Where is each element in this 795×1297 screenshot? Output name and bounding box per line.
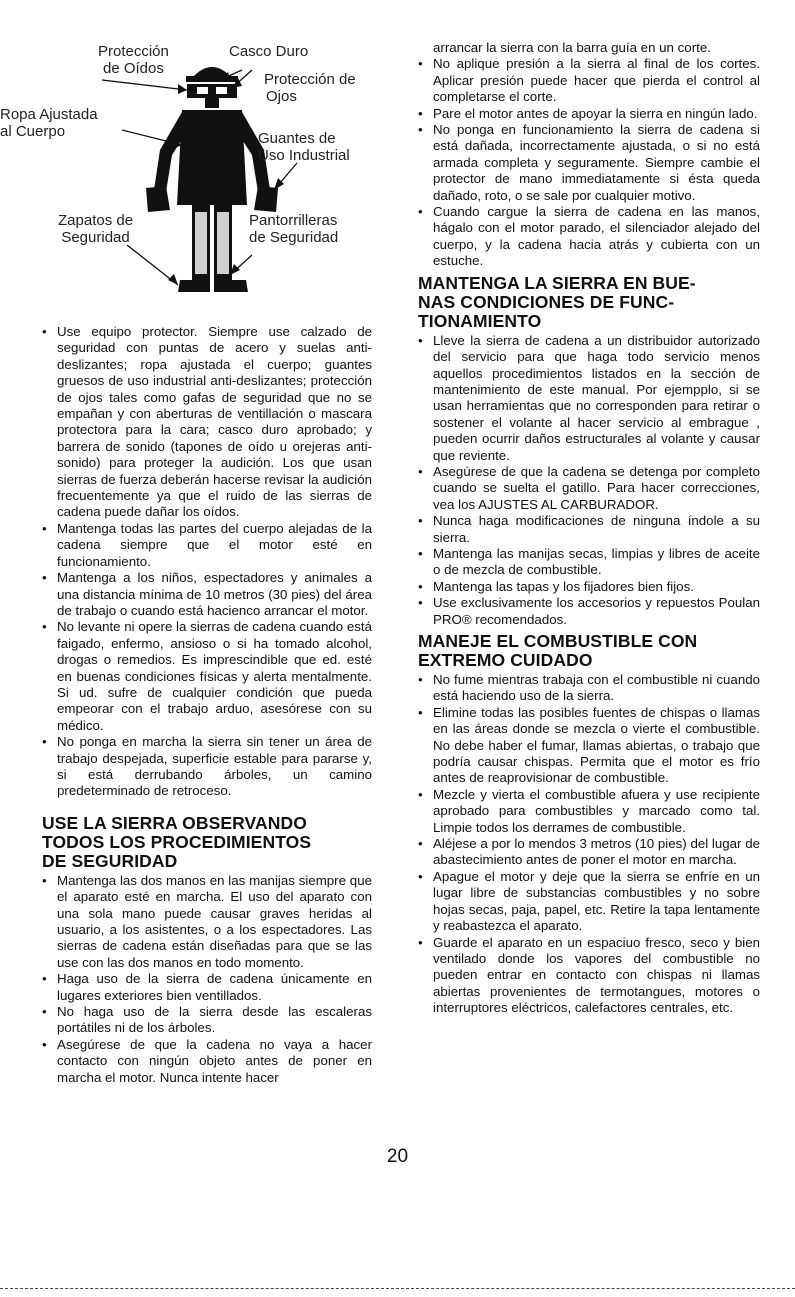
label-line: Guantes de	[258, 130, 336, 147]
list-item: • Apague el motor y deje que la sierra se enfríe en un lugar libre de substancias combustibles y no sobre hojas secas, paja, papel, etc. Retire la tapa lentamente y reabastezca el aparato.	[418, 869, 760, 935]
list-item: • No aplique presión a la sierra al final de los cortes. Aplicar presión puede hacer que pierda el control al completarse el corte.	[418, 56, 760, 105]
label-safety-shoes	[58, 212, 133, 246]
list-item: • Mantenga las manijas secas, limpias y libres de aceite o de mezcla de combustible.	[418, 546, 760, 579]
label-line: Ropa Ajustada	[0, 106, 98, 123]
list-item: • Elimine todas las posibles fuentes de chispas o llamas en las áreas donde se mezcla o vierte el combustible. No debe haber el fumar, llamas abiertas, o trabajo que podría causar chispas. Permita que el motor es frío antes de reaprovisionar de combustible.	[418, 705, 760, 787]
label-line: Protección de	[264, 71, 356, 88]
heading-line: MANEJE EL COMBUSTIBLE CON	[418, 631, 698, 651]
list-item: • Mantenga todas las partes del cuerpo alejadas de la cadena siempre que el motor esté en funcionamiento.	[42, 521, 372, 570]
heading-line: DE SEGURIDAD	[42, 850, 178, 871]
list-item: • No fume mientras trabaja con el combustible ni cuando está haciendo uso de la sierra.	[418, 672, 760, 705]
heading-line: TODOS LOS PROCEDIMIENTOS	[42, 831, 312, 852]
list-item: • Nunca haga modificaciones de ninguna índole a su sierra.	[418, 513, 760, 546]
list-item: • No ponga en funcionamiento la sierra de cadena si está dañada, incorrectamente ajustada, o si no está armada completa y seguramente. Siempre cambie el protector de mano immediatamente si ésta queda dañado, roto, o se sale por cualquier motivo.	[418, 122, 760, 204]
section-heading-safe-use	[42, 814, 372, 871]
list-item: • No haga uso de la sierra desde las escaleras portátiles ni de los árboles.	[42, 1004, 372, 1037]
list-item: • Asegúrese de que la cadena no vaya a hacer contacto con ningún objeto antes de poner en marcha el motor. Nunca intente hacer	[42, 1037, 372, 1086]
list-item: • Guarde el aparato en un espaciuo fresco, seco y bien ventilado donde los vapores del combustible no pueden entrar en contacto con chispas ni llamas abiertas provenientes de termotangues, motores o interruptores eléctricos, calefactores centrales, etc.	[418, 935, 760, 1017]
list-item: • Use exclusivamente los accesorios y repuestos Poulan PRO® recomendados.	[418, 595, 760, 628]
list-item: • Asegúrese de que la cadena se detenga por completo cuando se suelta el gatillo. Para hacer correcciones, vea los AJUSTES AL CARBURADOR.	[418, 464, 760, 513]
label-line: Seguridad	[61, 229, 130, 246]
list-item: • Lleve la sierra de cadena a un distribuidor autorizado del servicio para que haga todo servicio menos aquellos procedimientos listados en la sección de mantenimiento de este manual. Por ejempplo, si se usan herramientas que no corresponden para retirar o sostener el volante al hacer servicio al embrague , pueden ocurrir daños estructurales al volante y causar que reviente.	[418, 333, 760, 464]
section-heading-maintain	[418, 274, 760, 331]
operation-list	[418, 56, 760, 269]
heading-line: EXTREMO CUIDADO	[418, 650, 593, 670]
page-number: 20	[386, 1146, 409, 1167]
section-heading-fuel	[418, 632, 760, 670]
label-line: al Cuerpo	[0, 123, 66, 140]
footer-divider	[0, 1288, 795, 1289]
protective-equipment-list	[42, 324, 372, 800]
list-item: • Mantenga a los niños, espectadores y animales a una distancia mínima de 10 metros (30 pies) del área de trabajo o cuando está hacienco arrancar el motor.	[42, 570, 372, 619]
label-heavy-duty-gloves	[258, 130, 350, 164]
heading-line: USE LA SIERRA OBSERVANDO	[42, 812, 307, 833]
right-column	[418, 40, 760, 1017]
fuel-handling-list	[418, 672, 760, 1017]
label-line: Protección	[98, 43, 169, 60]
list-item: • No ponga en marcha la sierra sin tener un área de trabajo despejada, superficie estable para pararse y, si está derrubando árboles, un camino predeterminado de retroceso.	[42, 734, 372, 800]
list-item: • Pare el motor antes de apoyar la sierra en ningún lado.	[418, 106, 760, 122]
left-column	[0, 0, 372, 1086]
list-item: • Mezcle y vierta el combustible afuera y use recipiente aprobado para combustibles y marcado como tal. Limpie todos los derrames de combustible.	[418, 787, 760, 836]
protective-gear-figure	[0, 0, 372, 310]
label-line: de Seguridad	[249, 229, 339, 246]
list-item: • Mantenga las tapas y los fijadores bien fijos.	[418, 579, 760, 595]
label-hard-hat: Casco Duro	[229, 43, 309, 60]
label-line: de Oídos	[103, 60, 164, 77]
label-safety-leggings	[249, 212, 338, 246]
label-line: Pantorrilleras	[249, 212, 338, 229]
label-line: Zapatos de	[58, 212, 134, 229]
list-item: • Mantenga las dos manos en las manijas siempre que el aparato esté en marcha. El uso del aparato con una sola mano puede causar graves heridas al usuario, a los asistentes, o a los espectadores. Las sierras de cadena están diseñadas para que se las use con las dos manos en todo momento.	[42, 873, 372, 971]
list-item: • Haga uso de la sierra de cadena únicamente en lugares exteriores bien ventillados.	[42, 971, 372, 1004]
heading-line: NAS CONDICIONES DE FUNC-	[418, 291, 675, 312]
heading-line: MANTENGA LA SIERRA EN BUE-	[418, 272, 696, 293]
continued-text: arrancar la sierra con la barra guía en un corte.	[433, 40, 711, 55]
label-eye-protection	[264, 71, 356, 105]
label-close-fitting-clothing	[0, 106, 98, 140]
list-item: • Aléjese a por lo mendos 3 metros (10 pies) del lugar de abastecimiento antes de poner el motor en marcha.	[418, 836, 760, 869]
label-hearing-protection	[98, 43, 169, 77]
list-item: • No levante ni opere la sierras de cadena cuando está faigado, enfermo, ansioso o si ha tomado alcohol, drogas o remedios. Es imprescindible que ed. esté en buenas condiciones físicas y alerta mentalmente. Si ud. sufre de cualquier condición que pueda empeorar con el trabajo arduo, asesórese con su médico.	[42, 619, 372, 734]
label-line: Uso Industrial	[258, 147, 350, 164]
heading-line: TIONAMIENTO	[418, 310, 542, 331]
label-line: Ojos	[266, 88, 297, 105]
maintenance-list	[418, 333, 760, 628]
list-item: • Cuando cargue la sierra de cadena en las manos, hágalo con el motor parado, el silenciador alejado del cuerpo, y la cadena hacia atrás y cubierta con un estuche.	[418, 204, 760, 270]
safe-use-list	[42, 873, 372, 1086]
list-item: • Use equipo protector. Siempre use calzado de seguridad con puntas de acero y suelas anti-deslizantes; ropa ajustada el cuerpo; guantes gruesos de uso industrial anti-deslizantes; protección de ojos tales como gafas de seguridad que no se empañan y con aberturas de ventillación o mascara protectora para la cara; casco duro aprobado; y barrera de sonido (tapones de oído u orejeras anti-sonido) para proteger la audición. Los que usan sierras de fuerza deberán hacerse revisar la audición frecuentemente ya que el ruido de las sierras de cadena puede dañar los oídos.	[42, 324, 372, 521]
